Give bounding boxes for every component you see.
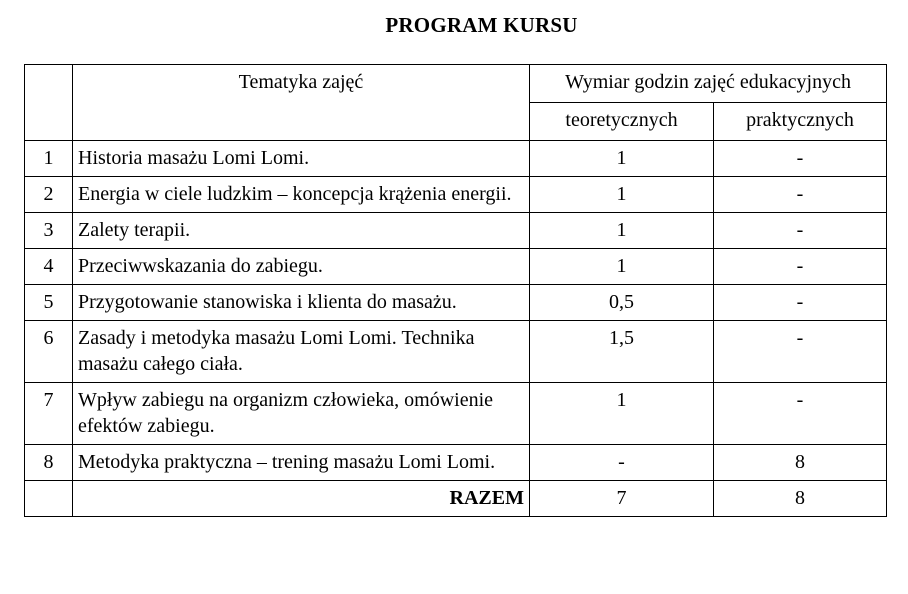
row-number: 5 (25, 285, 73, 321)
table-row (25, 321, 887, 383)
header-number-cell (25, 65, 73, 141)
total-practice-hours: 8 (714, 481, 887, 517)
row-practice-hours: - (714, 285, 887, 321)
header-practice: praktycznych (714, 103, 887, 141)
table-row (25, 177, 887, 213)
row-theory-hours: 1 (530, 177, 714, 213)
row-topic: Wpływ zabiegu na organizm człowieka, omówienie efektów zabiegu. (73, 383, 530, 445)
row-theory-hours: 1 (530, 383, 714, 445)
row-topic: Przygotowanie stanowiska i klienta do masażu. (73, 285, 530, 321)
row-number: 2 (25, 177, 73, 213)
row-practice-hours: - (714, 141, 887, 177)
row-topic: Historia masażu Lomi Lomi. (73, 141, 530, 177)
row-number: 1 (25, 141, 73, 177)
header-row (25, 65, 887, 103)
row-topic: Metodyka praktyczna – trening masażu Lomi Lomi. (73, 445, 530, 481)
row-practice-hours: 8 (714, 445, 887, 481)
row-number: 3 (25, 213, 73, 249)
row-theory-hours: 0,5 (530, 285, 714, 321)
row-theory-hours: - (530, 445, 714, 481)
table-row (25, 249, 887, 285)
row-topic: Zalety terapii. (73, 213, 530, 249)
row-practice-hours: - (714, 177, 887, 213)
table-row (25, 445, 887, 481)
row-number: 4 (25, 249, 73, 285)
row-theory-hours: 1 (530, 213, 714, 249)
row-theory-hours: 1 (530, 249, 714, 285)
course-program-table (24, 64, 887, 517)
header-topic: Tematyka zajęć (73, 65, 530, 141)
table-row (25, 213, 887, 249)
row-practice-hours: - (714, 213, 887, 249)
total-theory-hours: 7 (530, 481, 714, 517)
table-row (25, 383, 887, 445)
row-number: 8 (25, 445, 73, 481)
header-theory: teoretycznych (530, 103, 714, 141)
total-label: RAZEM (73, 481, 530, 517)
row-topic: Energia w ciele ludzkim – koncepcja krążenia energii. (73, 177, 530, 213)
row-theory-hours: 1,5 (530, 321, 714, 383)
table-row (25, 285, 887, 321)
row-practice-hours: - (714, 249, 887, 285)
row-topic: Zasady i metodyka masażu Lomi Lomi. Technika masażu całego ciała. (73, 321, 530, 383)
page-title: PROGRAM KURSU (385, 13, 578, 37)
row-number: 7 (25, 383, 73, 445)
row-number: 6 (25, 321, 73, 383)
total-number-cell (25, 481, 73, 517)
row-theory-hours: 1 (530, 141, 714, 177)
header-hours-group: Wymiar godzin zajęć edukacyjnych (530, 65, 887, 103)
total-row (25, 481, 887, 517)
table-row (25, 141, 887, 177)
row-practice-hours: - (714, 383, 887, 445)
row-topic: Przeciwwskazania do zabiegu. (73, 249, 530, 285)
row-practice-hours: - (714, 321, 887, 383)
